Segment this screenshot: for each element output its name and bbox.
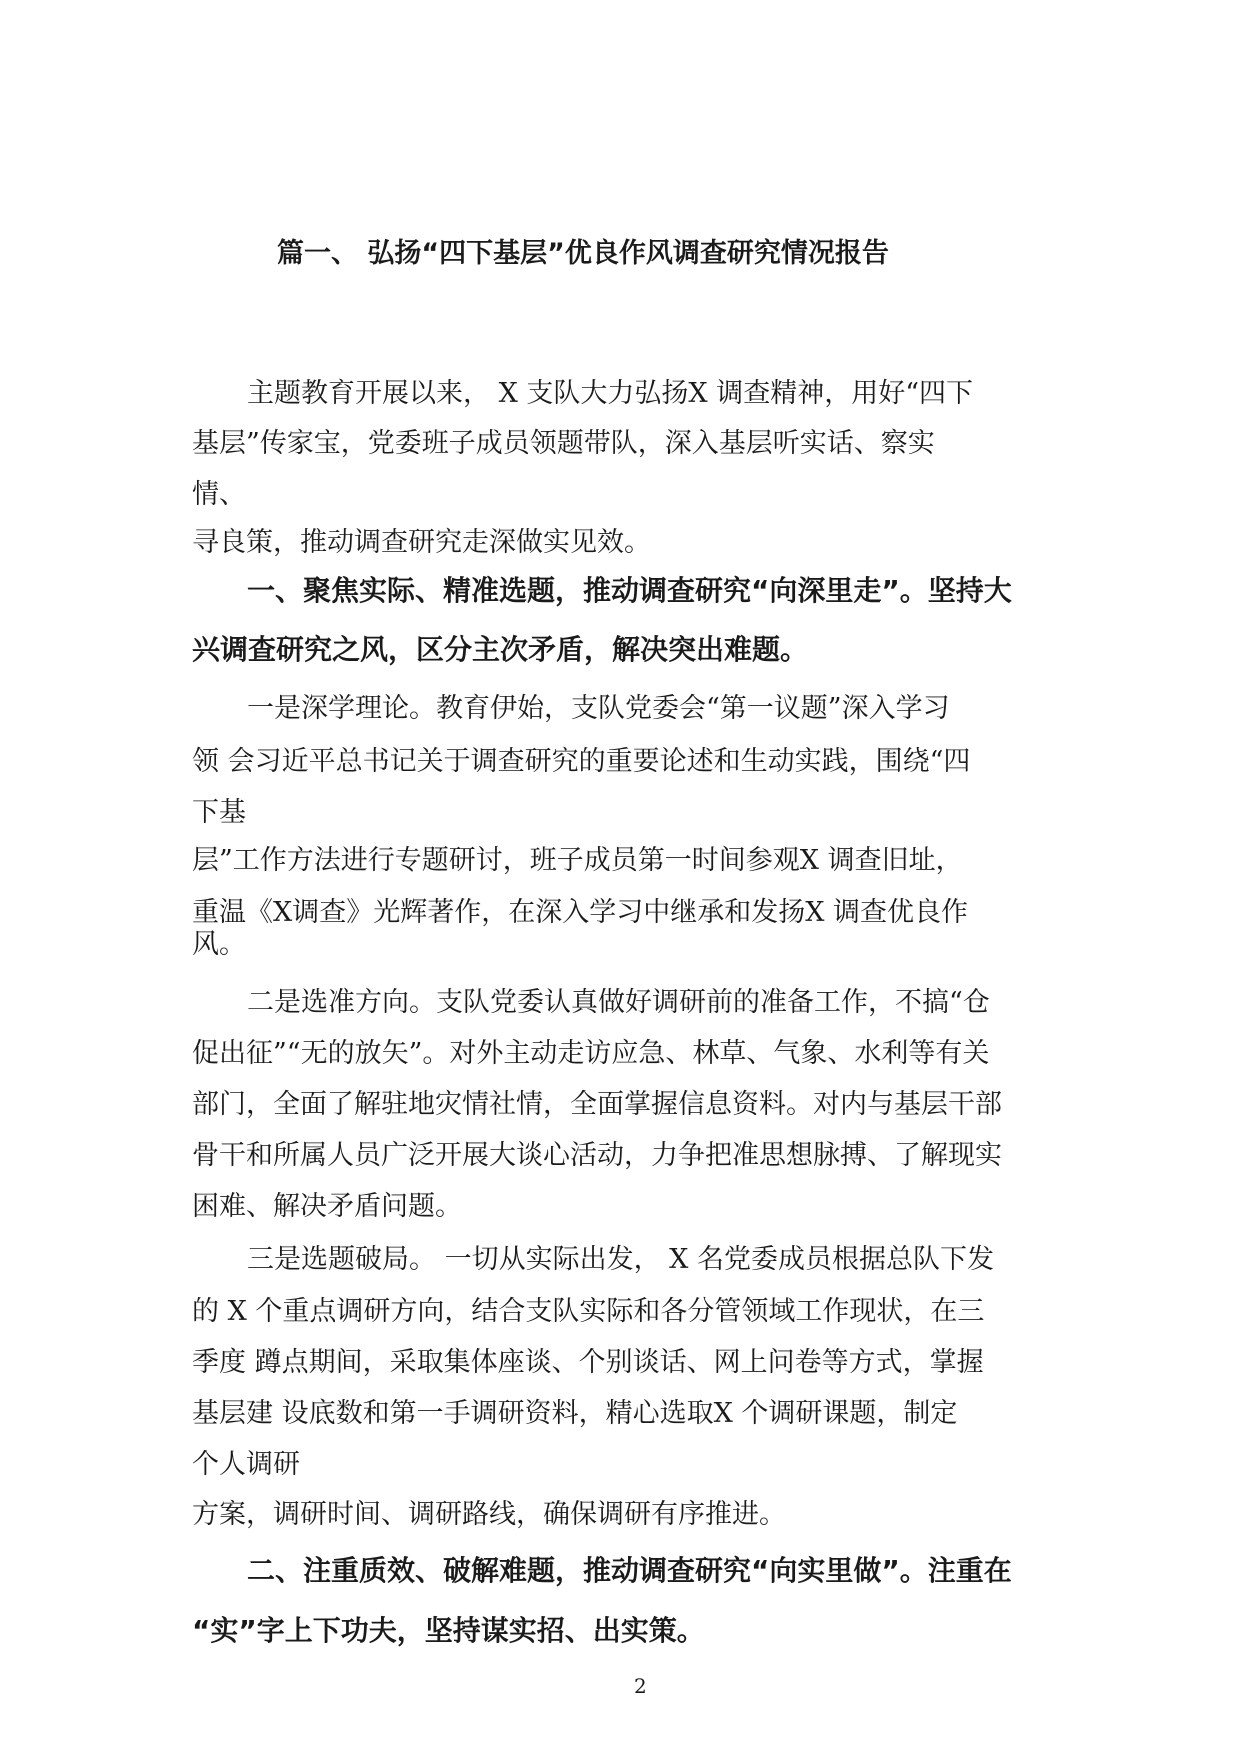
para2-line: 部门，全面了解驻地灾情社情，全面掌握信息资料。对内与基层干部 [192,1089,1002,1120]
para1-line: 风。 [192,929,246,960]
para2-line: 促出征”“无的放矢”。对外主动走访应急、林草、气象、水利等有关 [192,1038,990,1069]
para2-line: 骨干和所属人员广泛开展大谈心活动，力争把准思想脉搏、了解现实 [192,1140,1002,1171]
para3-line: 方案，调研时间、调研路线，确保调研有序推进。 [192,1499,786,1530]
intro-line: 寻良策，推动调查研究走深做实见效。 [192,527,651,558]
para3-line: 的 X 个重点调研方向，结合支队实际和各分管领域工作现状，在三 [192,1296,985,1327]
intro-line: 情、 [192,479,246,510]
page-number: 2 [634,1674,647,1698]
section-heading-1: 兴调查研究之风，区分主次矛盾，解决突出难题。 [192,633,809,666]
para1-line: 下基 [192,797,246,828]
para2-line: 二是选准方向。支队党委认真做好调研前的准备工作，不搞“仓 [247,987,990,1018]
section-heading-2: 二、注重质效、破解难题，推动调查研究“向实里做”。注重在 [247,1554,1012,1587]
section-heading-2: “实”字上下功夫，坚持谋实招、出实策。 [192,1614,705,1647]
para3-line: 基层建 设底数和第一手调研资料，精心选取X 个调研课题，制定 [192,1398,958,1429]
intro-line: 基层”传家宝，党委班子成员领题带队，深入基层听实话、察实 [192,428,935,459]
para3-line: 季度 蹲点期间，采取集体座谈、个别谈话、网上问卷等方式，掌握 [192,1347,984,1378]
para3-line: 个人调研 [192,1449,300,1480]
para1-line: 层”工作方法进行专题研讨，班子成员第一时间参观X 调查旧址， [192,845,963,876]
intro-line: 主题教育开展以来， X 支队大力弘扬X 调查精神，用好“四下 [247,378,973,409]
para1-line: 一是深学理论。教育伊始，支队党委会“第一议题”深入学习 [247,693,950,724]
section-heading-1: 一、聚焦实际、精准选题，推动调查研究“向深里走”。坚持大 [247,574,1012,607]
para2-line: 困难、解决矛盾问题。 [192,1191,462,1222]
para1-line: 领 会习近平总书记关于调查研究的重要论述和生动实践，围绕“四 [192,746,971,777]
para1-line: 重温《X调查》光辉著作，在深入学习中继承和发扬X 调查优良作 [192,897,969,928]
para3-line: 三是选题破局。 一切从实际出发， X 名党委成员根据总队下发 [247,1244,994,1275]
document-title: 篇一、 弘扬“四下基层”优良作风调查研究情况报告 [277,238,889,269]
